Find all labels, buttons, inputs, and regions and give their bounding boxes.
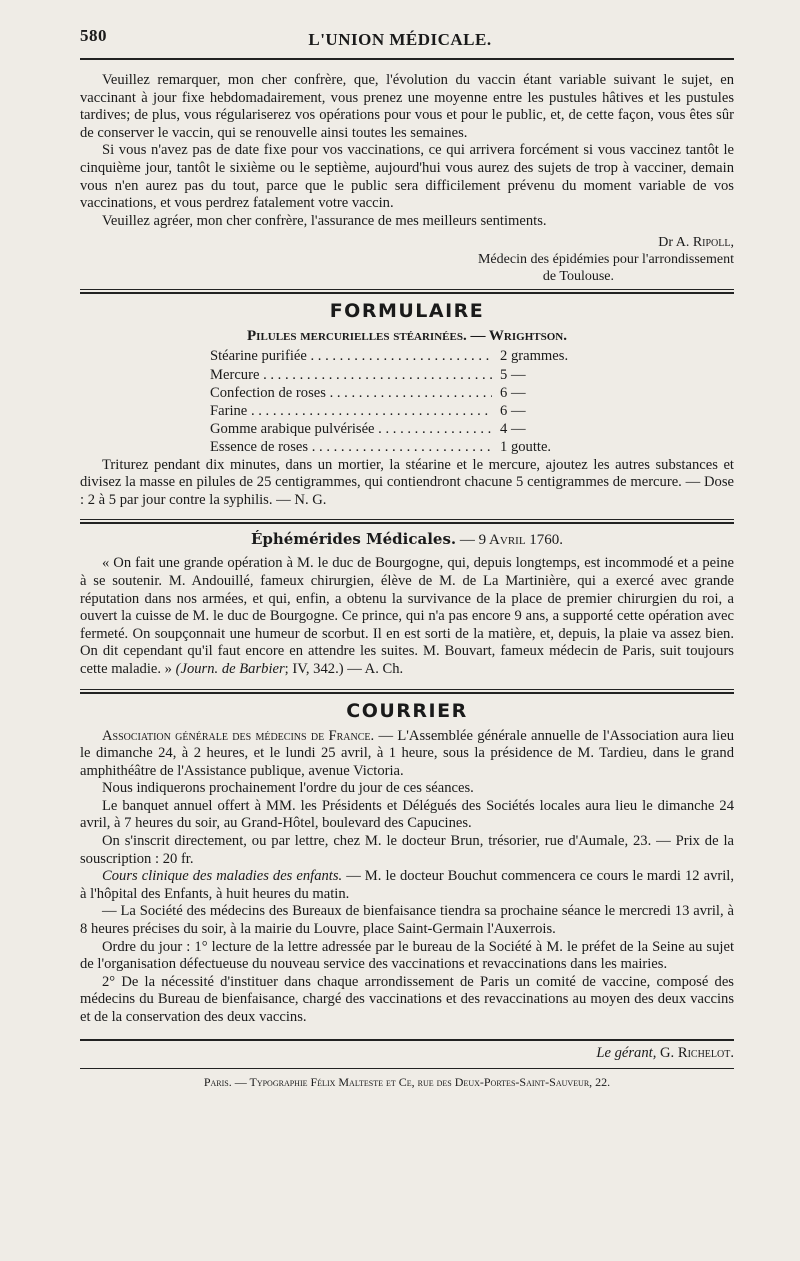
ingredient-row — [210, 420, 600, 438]
courrier-paragraph-1 — [80, 728, 734, 781]
ingredient-row — [210, 438, 600, 456]
signature-place: de Toulouse. — [542, 269, 614, 285]
ephemerides-ref: ; IV, 342.) — A. Ch. — [284, 660, 404, 677]
journal-title: L'UNION MÉDICALE. — [308, 30, 492, 49]
ingredient-row — [210, 347, 600, 365]
ephemerides-section — [80, 530, 734, 678]
ingredient-name: Mercure . . . — [210, 366, 492, 384]
ingredient-name: Essence de roses . . . — [210, 438, 492, 456]
courrier-paragraph-7: Ordre du jour : 1° lecture de la lettre adressée par le bureau de la Société à M. le préfet de la Seine au sujet de l'organisation défectueuse du nouveau service des vaccinations et revaccinations dans les mairies. — [80, 938, 734, 973]
section-rule — [80, 689, 734, 694]
courrier-lead-5: Cours clinique des maladies des enfants. — [102, 868, 343, 885]
ingredient-name: Gomme arabique pulvérisée . . . — [210, 420, 492, 438]
ingredient-qty: 6 — — [500, 384, 526, 401]
gerant-line — [80, 1045, 734, 1062]
courrier-paragraph-3: Le banquet annuel offert à MM. les Présidents et Délégués des Sociétés locales aura lieu le dimanche 24 avril, à 7 heures du soir, au Grand-Hôtel, boulevard des Capucines. — [80, 797, 734, 832]
recipe-title: Pilules mercurielles stéarinées. — Wrightson. — [247, 328, 567, 345]
ingredient-qty: 2 grammes. — [500, 348, 569, 365]
printer-line: Paris. — Typographie Félix Malteste et Ce, rue des Deux-Portes-Saint-Sauveur, 22. — [203, 1074, 611, 1089]
ingredient-list — [210, 347, 600, 456]
signature-prefix: Dr A. — [658, 235, 693, 251]
ingredient-name: Confection de roses . . . — [210, 384, 492, 402]
letter-paragraph-1: Veuillez remarquer, mon cher confrère, que, l'évolution du vaccin étant variable suivant le sujet, en vaccinant à jour fixe hebdomadairement, vous prenez une moyenne entre les pustules hâtives et les pustules tardives; de plus, vous régulariserez vos opérations pour vous et pour le public, et, de cette façon, vous êtes sûr de conserver le vaccin, qui se renouvelle ainsi toutes les semaines. — [80, 72, 734, 141]
ephemerides-body: « On fait une grande opération à M. le duc de Bourgogne, qui, depuis longtemps, est incommodé et a peine à se soutenir. M. Andouillé, fameux chirurgien, élève de M. de La Martinière, qui a exercé avec grande réputation dans nos armées, et qui, enfin, a obtenu la survivance de la place de premier chirurgien du roi, a ouvert la cuisse de M. le duc de Bourgogne. Ce prince, qui n'a pas encore 9 ans, a supporté cette opération avec fermeté. On soupçonnait une humeur de scorbut. Il en est sorti de la matière, et, depuis, la plaie va assez bien. On dit cependant qu'il faut encore en attendre les suites. M. Bouvart, fameux médecin de Paris, suit toujours cette maladie. » — [80, 555, 734, 677]
letter-paragraph-3: Veuillez agréer, mon cher confrère, l'assurance de mes meilleurs sentiments. — [102, 212, 547, 229]
letter-paragraph-2: Si vous n'avez pas de date fixe pour vos vaccinations, ce qui arrivera forcément si vous vaccinez tantôt le cinquième jour, tantôt le sixième ou le septième, aujourd'hui vous aurez des sujets de trop à vacciner, demain vous n'en aurez pas du tout, parce que le public sera difficilement prévenu du moment variable de vos vaccinations, et vous perdrez fatalement votre vaccin. — [80, 142, 734, 212]
page-number: 580 — [80, 26, 107, 45]
courrier-title: COURRIER — [346, 699, 468, 722]
section-rule — [80, 519, 734, 524]
letter-section — [80, 72, 734, 285]
courrier-paragraph-4: On s'inscrit directement, ou par lettre, chez M. le docteur Brun, trésorier, rue d'Aumale, 23. — Prix de la souscription : 20 fr. — [80, 833, 734, 867]
signature-role: Médecin des épidémies pour l'arrondissement — [477, 252, 734, 268]
ephemerides-date: — 9 Avril 1760. — [456, 532, 564, 549]
courrier-text-1: — L'Assemblée générale annuelle de l'Association aura lieu le dimanche 24, à 2 heures, et le lundi 25 avril, à 1 heure, sous la présidence de M. Tardieu, dans le grand amphithéâtre de l'Assistance publique, avenue Victoria. — [80, 727, 734, 779]
ephemerides-source: (Journ. de Barbier — [175, 660, 285, 677]
section-rule — [80, 289, 734, 294]
courrier-paragraph-8: 2° De la nécessité d'instituer dans chaque arrondissement de Paris un comité de vaccine, composé des médecins du Bureau de bienfaisance, chargé des vaccinations et des revaccinations au moyen des deux vaccins et de la conservation des deux vaccins. — [80, 973, 734, 1025]
signature — [80, 234, 734, 285]
formulaire-section — [80, 300, 734, 509]
recipe-instructions: Triturez pendant dix minutes, dans un mortier, la stéarine et le mercure, ajoutez les autres substances et divisez la masse en pilules de 25 centigrammes, qui contiendront chacune 5 centigrammes de mercure. — Dose : 2 à 5 par jour contre la syphilis. — N. G. — [80, 456, 734, 508]
courrier-text-5: — M. le docteur Bouchut commencera ce cours le mardi 12 avril, à l'hôpital des Enfants, à huit heures du matin. — [80, 868, 734, 902]
courrier-section — [80, 700, 734, 1027]
footer-rule-thin — [80, 1068, 734, 1069]
formulaire-title: FORMULAIRE — [329, 300, 485, 323]
ingredient-qty: 1 goutte. — [500, 439, 552, 456]
ingredient-qty: 6 — — [500, 402, 526, 419]
gerant-label: Le gérant, — [596, 1044, 657, 1061]
courrier-paragraph-5 — [80, 868, 734, 903]
footer-rule — [80, 1039, 734, 1041]
ingredient-row — [210, 366, 600, 384]
ingredient-row — [210, 402, 600, 420]
ingredient-name: Farine . . . — [210, 402, 492, 420]
courrier-paragraph-6: — La Société des médecins des Bureaux de bienfaisance tiendra sa prochaine séance le mercredi 13 avril, à 8 heures précises du soir, à la mairie du Louvre, place Saint-Germain l'Auxerrois. — [80, 903, 734, 938]
ingredient-name: Stéarine purifiée . . . — [210, 347, 492, 365]
ephemerides-title — [80, 530, 734, 549]
ingredient-qty: 4 — — [500, 421, 526, 438]
gerant-name: G. Richelot. — [656, 1044, 734, 1061]
ephemerides-heading: Éphémérides Médicales. — [250, 530, 457, 549]
header-rule — [80, 58, 734, 60]
ephemerides-text — [80, 555, 734, 678]
ingredient-row — [210, 384, 600, 402]
signature-name-line — [80, 234, 734, 251]
courrier-paragraph-2: Nous indiquerons prochainement l'ordre du jour de ces séances. — [102, 780, 474, 797]
running-head — [80, 26, 734, 54]
courrier-lead-1: Association générale des médecins de France. — [102, 727, 375, 744]
signature-name: Ripoll, — [692, 235, 734, 251]
ingredient-qty: 5 — — [500, 366, 526, 383]
